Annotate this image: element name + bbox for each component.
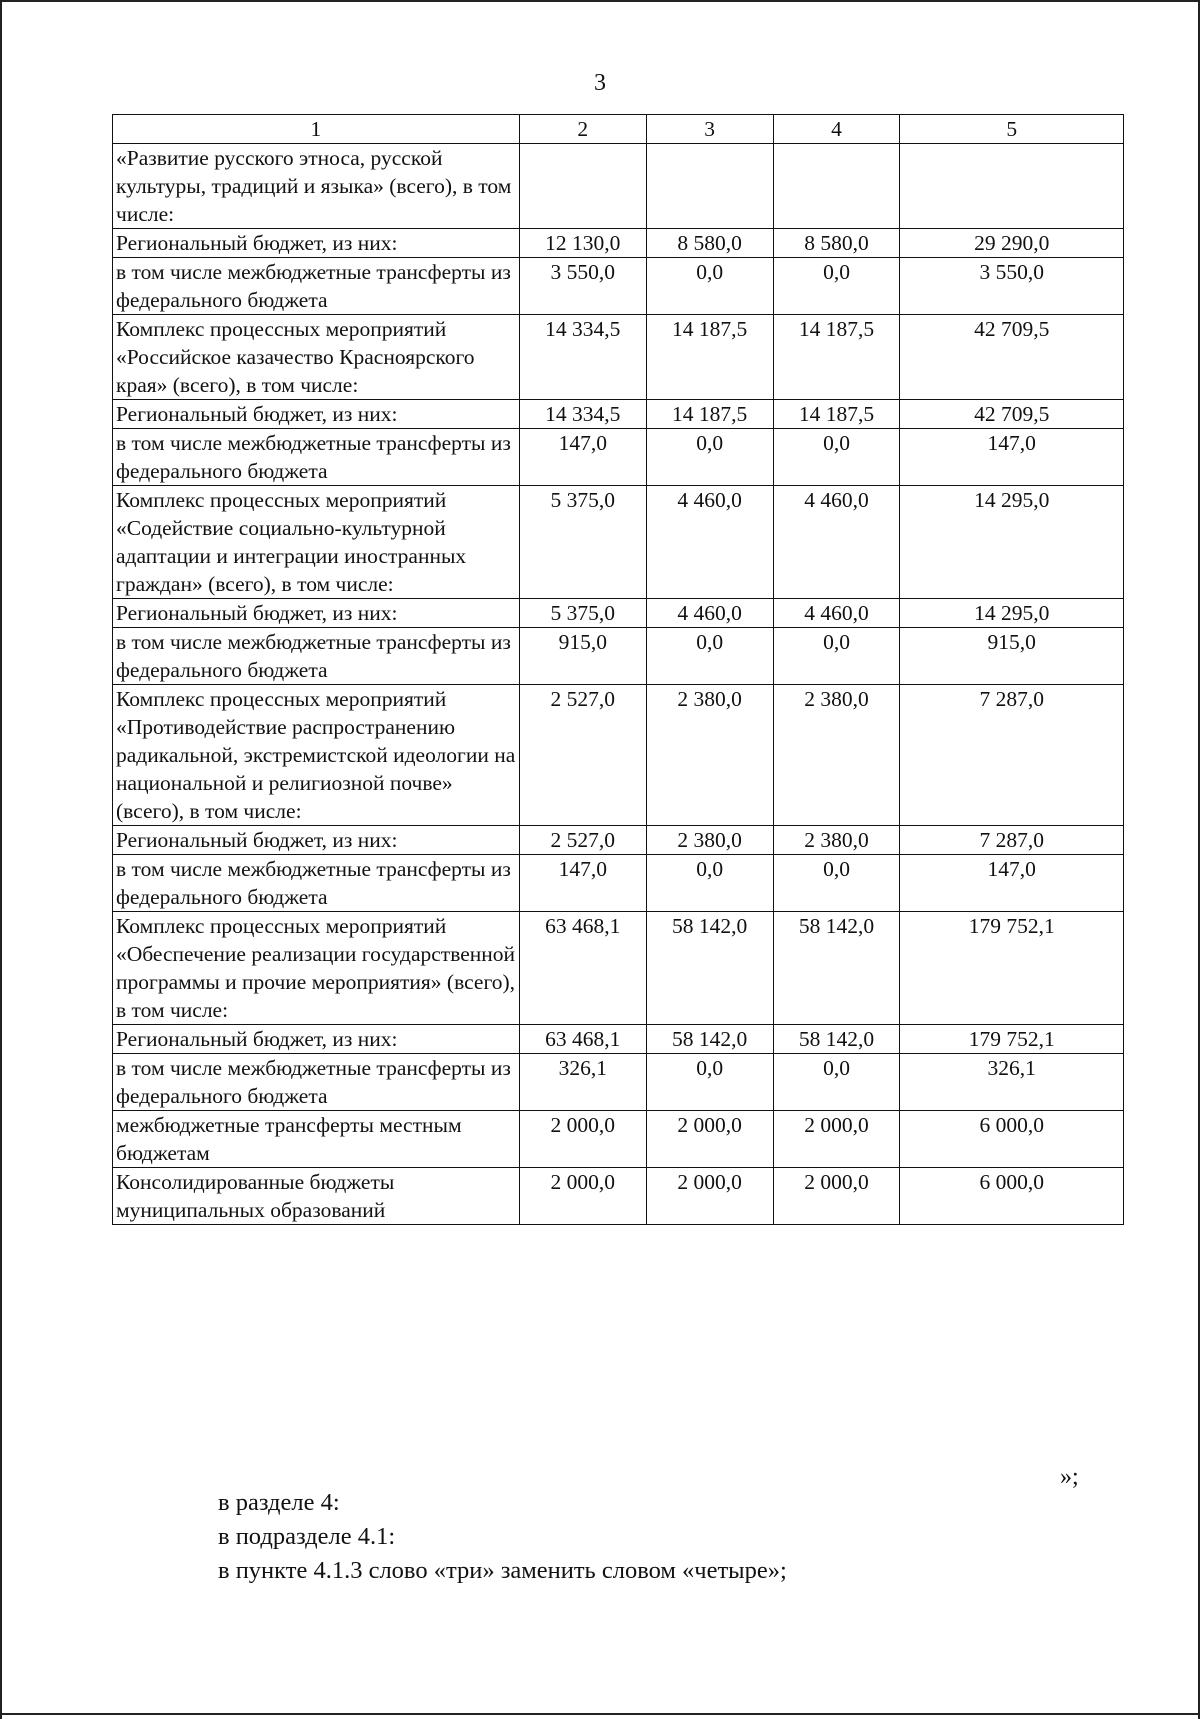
table-row bbox=[113, 1168, 1124, 1225]
column-header: 2 bbox=[519, 115, 646, 144]
value-cell: 63 468,1 bbox=[519, 912, 646, 1025]
value-cell: 326,1 bbox=[519, 1054, 646, 1111]
value-cell: 3 550,0 bbox=[519, 258, 646, 315]
value-cell: 147,0 bbox=[900, 855, 1124, 912]
value-cell: 0,0 bbox=[646, 1054, 773, 1111]
value-cell: 2 380,0 bbox=[773, 685, 900, 826]
value-cell: 3 550,0 bbox=[900, 258, 1124, 315]
value-cell: 2 380,0 bbox=[646, 826, 773, 855]
value-cell: 58 142,0 bbox=[646, 912, 773, 1025]
value-cell: 5 375,0 bbox=[519, 486, 646, 599]
table-row bbox=[113, 258, 1124, 315]
value-cell: 179 752,1 bbox=[900, 1025, 1124, 1054]
value-cell bbox=[900, 144, 1124, 229]
scan-border-left bbox=[0, 0, 2, 1719]
column-header: 5 bbox=[900, 115, 1124, 144]
row-label-cell: Комплекс процессных мероприятий «Противодействие распространению радикальной, экстремистской идеологии на национальной и религиозной почве» (всего), в том числе: bbox=[113, 685, 520, 826]
value-cell: 63 468,1 bbox=[519, 1025, 646, 1054]
table-row bbox=[113, 685, 1124, 826]
value-cell: 14 295,0 bbox=[900, 486, 1124, 599]
value-cell: 326,1 bbox=[900, 1054, 1124, 1111]
value-cell: 42 709,5 bbox=[900, 315, 1124, 400]
value-cell: 2 527,0 bbox=[519, 826, 646, 855]
value-cell: 2 380,0 bbox=[646, 685, 773, 826]
row-label-cell: Региональный бюджет, из них: bbox=[113, 229, 520, 258]
value-cell: 147,0 bbox=[519, 429, 646, 486]
row-label-cell: «Развитие русского этноса, русской культуры, традиций и языка» (всего), в том числе: bbox=[113, 144, 520, 229]
value-cell: 4 460,0 bbox=[773, 486, 900, 599]
row-label-cell: Консолидированные бюджеты муниципальных образований bbox=[113, 1168, 520, 1225]
value-cell: 6 000,0 bbox=[900, 1168, 1124, 1225]
value-cell: 147,0 bbox=[519, 855, 646, 912]
value-cell: 2 000,0 bbox=[646, 1111, 773, 1168]
value-cell: 2 380,0 bbox=[773, 826, 900, 855]
value-cell: 4 460,0 bbox=[646, 599, 773, 628]
table-row bbox=[113, 628, 1124, 685]
value-cell: 0,0 bbox=[773, 1054, 900, 1111]
value-cell: 0,0 bbox=[646, 258, 773, 315]
value-cell: 14 187,5 bbox=[773, 400, 900, 429]
value-cell: 7 287,0 bbox=[900, 685, 1124, 826]
value-cell bbox=[519, 144, 646, 229]
value-cell: 14 187,5 bbox=[646, 315, 773, 400]
value-cell: 5 375,0 bbox=[519, 599, 646, 628]
value-cell: 2 000,0 bbox=[773, 1111, 900, 1168]
value-cell: 2 000,0 bbox=[519, 1168, 646, 1225]
table-header-row bbox=[113, 115, 1124, 144]
value-cell: 915,0 bbox=[900, 628, 1124, 685]
table-row bbox=[113, 1111, 1124, 1168]
value-cell: 0,0 bbox=[646, 855, 773, 912]
value-cell: 2 000,0 bbox=[646, 1168, 773, 1225]
value-cell: 0,0 bbox=[646, 628, 773, 685]
column-header: 1 bbox=[113, 115, 520, 144]
value-cell: 12 130,0 bbox=[519, 229, 646, 258]
scan-border-bottom bbox=[0, 1713, 1200, 1715]
value-cell: 0,0 bbox=[773, 258, 900, 315]
value-cell: 14 334,5 bbox=[519, 315, 646, 400]
table-row bbox=[113, 1025, 1124, 1054]
value-cell: 14 334,5 bbox=[519, 400, 646, 429]
value-cell: 14 187,5 bbox=[646, 400, 773, 429]
table-row bbox=[113, 855, 1124, 912]
row-label-cell: в том числе межбюджетные трансферты из федерального бюджета bbox=[113, 429, 520, 486]
table-row bbox=[113, 1054, 1124, 1111]
value-cell bbox=[773, 144, 900, 229]
instruction-line: в разделе 4: bbox=[218, 1489, 340, 1516]
table-row bbox=[113, 826, 1124, 855]
value-cell: 179 752,1 bbox=[900, 912, 1124, 1025]
value-cell: 0,0 bbox=[773, 429, 900, 486]
row-label-cell: Региональный бюджет, из них: bbox=[113, 1025, 520, 1054]
scan-border-top bbox=[0, 0, 1200, 2]
row-label-cell: в том числе межбюджетные трансферты из федерального бюджета bbox=[113, 628, 520, 685]
value-cell: 42 709,5 bbox=[900, 400, 1124, 429]
value-cell: 2 000,0 bbox=[773, 1168, 900, 1225]
value-cell: 915,0 bbox=[519, 628, 646, 685]
value-cell: 58 142,0 bbox=[773, 1025, 900, 1054]
value-cell: 14 187,5 bbox=[773, 315, 900, 400]
amendment-instructions bbox=[218, 1486, 787, 1588]
value-cell: 58 142,0 bbox=[773, 912, 900, 1025]
column-header: 3 bbox=[646, 115, 773, 144]
row-label-cell: Региональный бюджет, из них: bbox=[113, 400, 520, 429]
table-row bbox=[113, 599, 1124, 628]
value-cell: 29 290,0 bbox=[900, 229, 1124, 258]
table-row bbox=[113, 400, 1124, 429]
value-cell: 7 287,0 bbox=[900, 826, 1124, 855]
row-label-cell: Комплекс процессных мероприятий «Обеспечение реализации государственной программы и прочие мероприятия» (всего), в том числе: bbox=[113, 912, 520, 1025]
instruction-line: в подразделе 4.1: bbox=[218, 1523, 396, 1550]
row-label-cell: Региональный бюджет, из них: bbox=[113, 826, 520, 855]
table-row bbox=[113, 486, 1124, 599]
table-row bbox=[113, 912, 1124, 1025]
table-row bbox=[113, 229, 1124, 258]
value-cell: 8 580,0 bbox=[646, 229, 773, 258]
column-header: 4 bbox=[773, 115, 900, 144]
row-label-cell: в том числе межбюджетные трансферты из федерального бюджета bbox=[113, 1054, 520, 1111]
value-cell: 6 000,0 bbox=[900, 1111, 1124, 1168]
value-cell: 0,0 bbox=[646, 429, 773, 486]
value-cell: 4 460,0 bbox=[646, 486, 773, 599]
budget-table bbox=[112, 114, 1124, 1225]
table-row bbox=[113, 144, 1124, 229]
value-cell: 0,0 bbox=[773, 855, 900, 912]
value-cell: 2 000,0 bbox=[519, 1111, 646, 1168]
row-label-cell: в том числе межбюджетные трансферты из федерального бюджета bbox=[113, 855, 520, 912]
value-cell: 2 527,0 bbox=[519, 685, 646, 826]
table-row bbox=[113, 429, 1124, 486]
value-cell: 0,0 bbox=[773, 628, 900, 685]
value-cell: 147,0 bbox=[900, 429, 1124, 486]
row-label-cell: межбюджетные трансферты местным бюджетам bbox=[113, 1111, 520, 1168]
page-number: 3 bbox=[594, 70, 606, 96]
value-cell: 14 295,0 bbox=[900, 599, 1124, 628]
value-cell: 58 142,0 bbox=[646, 1025, 773, 1054]
value-cell: 8 580,0 bbox=[773, 229, 900, 258]
row-label-cell: Региональный бюджет, из них: bbox=[113, 599, 520, 628]
closing-quote: »; bbox=[1060, 1464, 1079, 1490]
value-cell bbox=[646, 144, 773, 229]
row-label-cell: Комплекс процессных мероприятий «Содействие социально-культурной адаптации и интеграции иностранных граждан» (всего), в том числе: bbox=[113, 486, 520, 599]
instruction-line: в пункте 4.1.3 слово «три» заменить словом «четыре»; bbox=[218, 1557, 787, 1584]
table-row bbox=[113, 315, 1124, 400]
value-cell: 4 460,0 bbox=[773, 599, 900, 628]
row-label-cell: Комплекс процессных мероприятий «Российское казачество Красноярского края» (всего), в том числе: bbox=[113, 315, 520, 400]
row-label-cell: в том числе межбюджетные трансферты из федерального бюджета bbox=[113, 258, 520, 315]
